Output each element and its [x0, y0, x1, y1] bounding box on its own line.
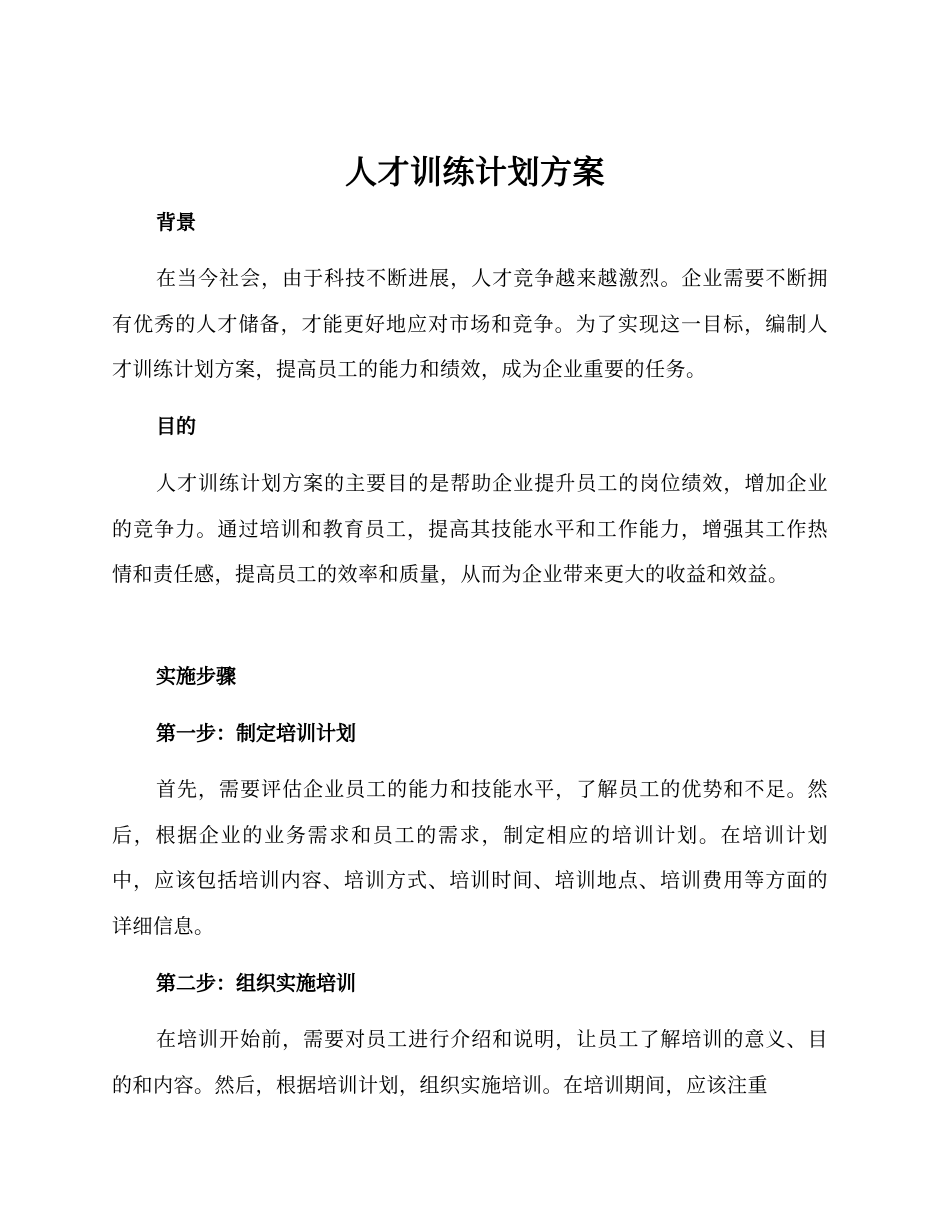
paragraph-background: 在当今社会，由于科技不断进展，人才竞争越来越激烈。企业需要不断拥有优秀的人才储备，才能更好地应对市场和竞争。为了实现这一目标，编制人才训练计划方案，提高员工的能力和绩效，成为企业重要的任务。 — [112, 266, 828, 381]
section-heading-step-two: 第二步：组织实施培训 — [156, 971, 356, 995]
document-title: 人才训练计划方案 — [344, 153, 605, 191]
paragraph-step-two: 在培训开始前，需要对员工进行介绍和说明，让员工了解培训的意义、目的和内容。然后，根据培训计划，组织实施培训。在培训期间，应该注重 — [112, 1027, 828, 1097]
section-heading-background: 背景 — [156, 210, 196, 234]
paragraph-step-one: 首先，需要评估企业员工的能力和技能水平，了解员工的优势和不足。然后，根据企业的业务需求和员工的需求，制定相应的培训计划。在培训计划中，应该包括培训内容、培训方式、培训时间、培训地点、培训费用等方面的详细信息。 — [112, 777, 828, 938]
section-heading-step-one: 第一步：制定培训计划 — [156, 721, 356, 745]
section-heading-steps: 实施步骤 — [156, 664, 236, 688]
section-heading-purpose: 目的 — [156, 414, 196, 438]
paragraph-purpose: 人才训练计划方案的主要目的是帮助企业提升员工的岗位绩效，增加企业的竞争力。通过培训和教育员工，提高其技能水平和工作能力，增强其工作热情和责任感，提高员工的效率和质量，从而为企业带来更大的收益和效益。 — [112, 471, 828, 586]
